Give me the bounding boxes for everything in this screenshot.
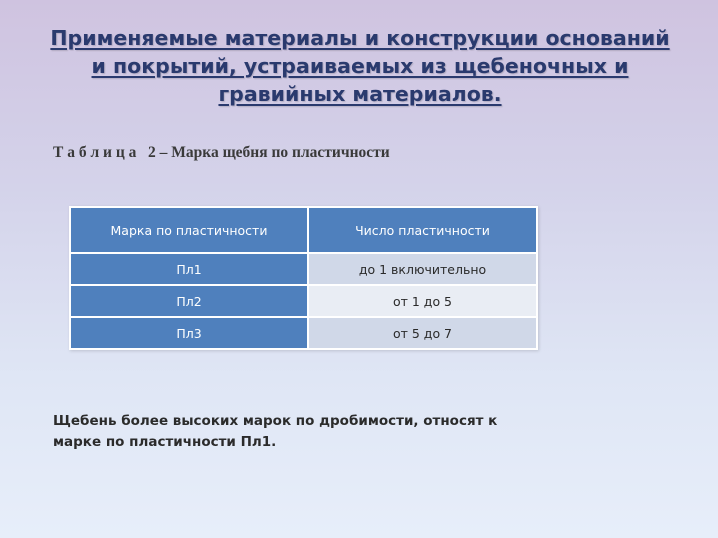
table-row (70, 285, 537, 317)
header-grade: Марка по пластичности (70, 207, 308, 253)
cell-plasticity-number: до 1 включительно (308, 253, 537, 285)
plasticity-table (69, 206, 538, 350)
table-row (70, 317, 537, 349)
slide-title-line-1: Применяемые материалы и конструкции оснований (50, 26, 670, 50)
slide-title (30, 24, 690, 108)
cell-grade: Пл2 (70, 285, 308, 317)
cell-grade: Пл1 (70, 253, 308, 285)
table-header-row (70, 207, 537, 253)
note-line-1: Щебень более высоких марок по дробимости, относят к (53, 413, 498, 429)
note-text (53, 411, 613, 453)
cell-plasticity-number: от 1 до 5 (308, 285, 537, 317)
note-line-2: марке по пластичности Пл1. (53, 434, 277, 450)
cell-plasticity-number: от 5 до 7 (308, 317, 537, 349)
table-caption: Т а б л и ц а 2 – Марка щебня по пластичности (53, 144, 390, 161)
cell-grade: Пл3 (70, 317, 308, 349)
slide-title-line-3: гравийных материалов. (218, 82, 502, 106)
slide-title-line-2: и покрытий, устраиваемых из щебеночных и (91, 54, 629, 78)
table-row (70, 253, 537, 285)
header-plasticity-number: Число пластичности (308, 207, 537, 253)
